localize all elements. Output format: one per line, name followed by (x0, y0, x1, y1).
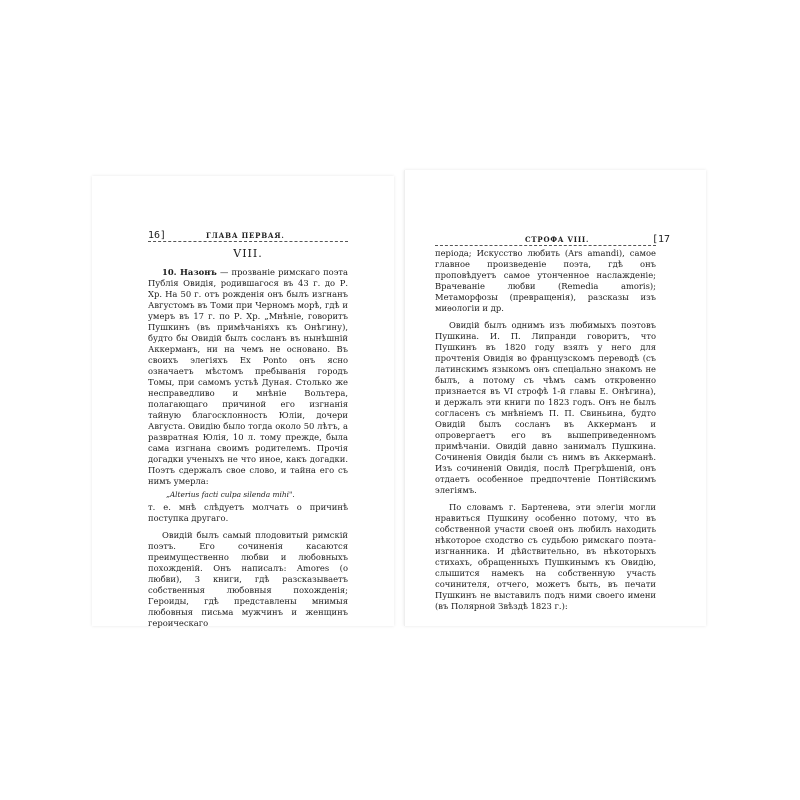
right-running-head-title: СТРОФА VIII. (525, 235, 590, 244)
paragraph-lead: 10. Назонъ (162, 267, 217, 277)
right-paragraph-2: Овидій былъ однимъ изъ любимыхъ поэтовъ Пушкина. И. П. Липранди говоритъ, что Пушкинъ въ 1820 году взялъ у него для прочтенія Овидія во французскомъ переводѣ (съ латинскимъ языкомъ онъ спеціально знакомъ не былъ, а потому съ чѣмъ самъ откровенно признается въ VI строфѣ 1-й главы Е. Онѣгина), и держалъ эти книги по 1823 годъ. Онъ не былъ согласенъ съ мнѣніемъ П. П. Свиньина, будто Овидій былъ сосланъ въ Аккерманъ и опровергаетъ его въ вышеприведенномъ примѣчаніи. Овидій давно занималъ Пушкина. Сочиненія Овидія были съ нимъ въ Аккерманѣ. Изъ сочиненій Овидія, послѣ Прегрѣшеній, онъ отдаетъ особенное предпочтеніе Понтійскимъ элегіямъ. (435, 320, 656, 495)
right-page-body (435, 248, 656, 612)
right-running-header (435, 234, 670, 246)
paragraph-text: — прозваніе римскаго поэта Публія Овидія, родившагося въ 43 г. до Р. Хр. На 50 г. отъ рожденія онъ былъ изгнанъ Августомъ въ Томи при Черномъ морѣ, гдѣ и умеръ въ 17 г. по Р. Хр. „Мнѣніе, говоритъ Пушкинъ (въ примѣчаніяхъ къ Онѣгину), будто бы Овидій былъ сосланъ въ нынѣшній Аккерманъ, ни на чемъ не основано. Въ своихъ элегіяхъ Ex Ponto онъ ясно означаетъ мѣстомъ пребыванія городъ Томы, при самомъ устьѣ Дуная. Столько же несправедливо и мнѣніе Вольтера, полагающаго причиной его изгнанія тайную благосклонность Юліи, дочери Августа. Овидію было тогда около 50 лѣтъ, а развратная Юлія, 10 л. тому прежде, была сама изгнана своимъ родителемъ. Прочія догадки ученыхъ не что иное, какъ догадки. Поэтъ сдержалъ свое слово, и тайна его съ нимъ умерла: (148, 267, 349, 486)
left-running-header (148, 230, 348, 242)
right-page (404, 170, 706, 626)
right-page-number: [17 (651, 234, 670, 245)
left-page-number: 16] (148, 230, 167, 241)
left-page (92, 176, 394, 626)
left-paragraph-1 (148, 267, 348, 487)
right-paragraph-3: По словамъ г. Бартенева, эти элегіи могли нравиться Пушкину особенно потому, что въ собственной участи своей онъ любилъ находить нѣкоторое сходство съ судьбою римскаго поэта-изгнанника. И дѣйствительно, въ нѣкоторыхъ стихахъ, обращенныхъ Пушкинымъ къ Овидію, слышится намекъ на собственную участь сочинителя, отчего, можетъ быть, въ печати Пушкинъ не выставилъ подъ ними своего имени (въ Полярной Звѣздѣ 1823 г.): (435, 502, 656, 611)
quote-translation: т. е. мнѣ слѣдуетъ молчать о причинѣ поступка другаго. (148, 502, 348, 523)
right-paragraph-1: періода; Искусство любить (Ars amandi), самое главное произведеніе поэта, гдѣ онъ проповѣдуетъ самое утонченное наслажденіе; Врачеваніе любви (Remedia amoris); Метаморфозы (превращенія), разсказы изъ миѳологіи и др. (435, 248, 656, 313)
latin-quote: „Alterius facti culpa silenda mihi". (166, 490, 295, 499)
section-number: VIII. (233, 247, 263, 260)
left-running-head-title: ГЛАВА ПЕРВАЯ. (206, 231, 285, 240)
left-page-body (148, 248, 348, 629)
left-paragraph-2: Овидій былъ самый плодовитый римскій поэтъ. Его сочиненія касаются преимущественно любви и любовныхъ похожденій. Онъ написалъ: Amores (о любви), 3 книги, гдѣ разсказываетъ собственныя любовныя похожденія; Героиды, гдѣ представлены мнимыя любовныя письма мужчинъ и женщинъ героическаго (148, 530, 348, 628)
